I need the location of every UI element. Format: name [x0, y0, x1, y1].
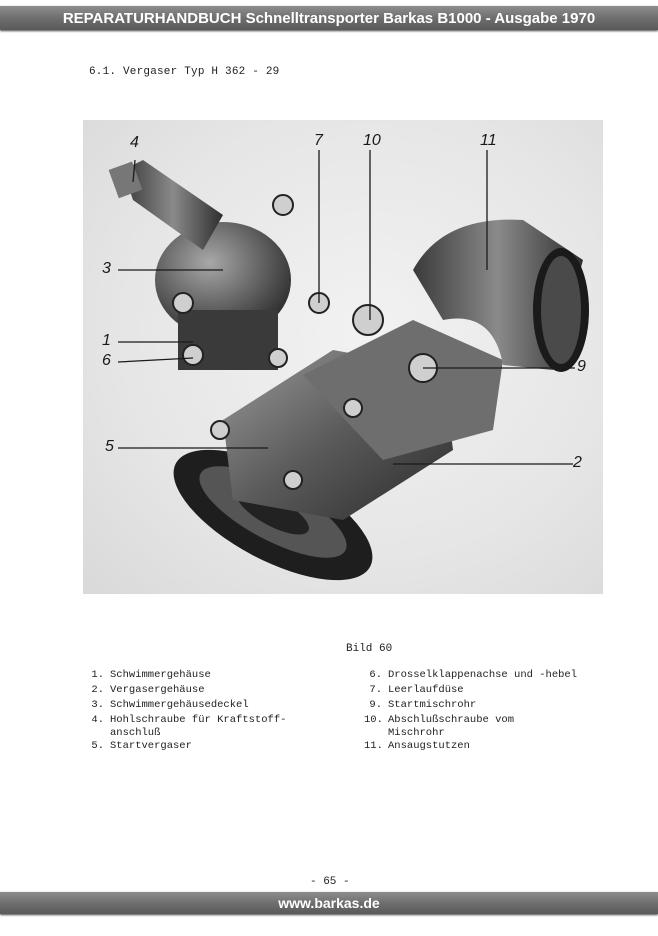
- legend-text: Drosselklappenachse und -hebel: [388, 669, 578, 681]
- legend-number: 11.: [364, 740, 383, 752]
- legend-text: [110, 714, 286, 740]
- section-title: 6.1. Vergaser Typ H 362 - 29: [89, 66, 280, 78]
- legend-text: [388, 714, 514, 740]
- footer-banner: [0, 892, 658, 914]
- legend-text-line1: Abschlußschraube vom: [388, 714, 515, 726]
- legend-item: [86, 714, 286, 740]
- legend-number: 5.: [91, 740, 104, 752]
- legend-number: 7.: [369, 684, 382, 696]
- legend-text: Leerlaufdüse: [388, 684, 464, 696]
- header-title: REPARATURHANDBUCH Schnelltransporter Barkas B1000 - Ausgabe 1970: [62, 9, 596, 27]
- legend-number: 4.: [91, 714, 104, 726]
- callout-label: 3: [102, 260, 111, 277]
- callout-label: 7: [314, 132, 323, 149]
- header-banner: [0, 6, 658, 30]
- footer-url[interactable]: www.barkas.de: [278, 895, 380, 911]
- callout-label: 9: [577, 358, 586, 375]
- legend-text: Ansaugstutzen: [388, 740, 470, 752]
- legend-item: [364, 684, 464, 697]
- carburetor-photo: [83, 120, 603, 594]
- legend-text-line1: Hohlschraube für Kraftstoff-: [110, 714, 287, 726]
- legend-item: [364, 699, 476, 712]
- legend-item: [364, 669, 577, 682]
- legend-number: 2.: [91, 684, 104, 696]
- callout-label: 4: [130, 134, 139, 151]
- callout-label: 6: [102, 352, 111, 369]
- legend-number: 9.: [369, 699, 382, 711]
- callout-label: 2: [573, 454, 582, 471]
- legend-text-line2: anschluß: [110, 727, 161, 739]
- callout-label: 1: [102, 332, 111, 349]
- legend-item: [86, 669, 211, 682]
- legend-text: Schwimmergehäuse: [110, 669, 211, 681]
- legend-text: Schwimmergehäusedeckel: [110, 699, 249, 711]
- legend-text: Startvergaser: [110, 740, 192, 752]
- legend-item: [86, 699, 249, 712]
- page-number: - 65 -: [310, 876, 350, 888]
- legend-number: 6.: [369, 669, 382, 681]
- legend-item: [86, 740, 192, 753]
- legend-number: 10.: [364, 714, 383, 726]
- callout-label: 10: [363, 132, 381, 149]
- legend-item: [364, 740, 470, 753]
- legend-number: 3.: [91, 699, 104, 711]
- callout-label: 5: [105, 438, 114, 455]
- legend-item: [364, 714, 514, 740]
- legend-text: Vergasergehäuse: [110, 684, 205, 696]
- legend-number: 1.: [91, 669, 104, 681]
- legend-text-line2: Mischrohr: [388, 727, 445, 739]
- figure-caption: Bild 60: [346, 643, 393, 655]
- carburetor-illustration: [83, 120, 603, 594]
- legend-text: Startmischrohr: [388, 699, 477, 711]
- callout-label: 11: [480, 132, 497, 149]
- legend-item: [86, 684, 205, 697]
